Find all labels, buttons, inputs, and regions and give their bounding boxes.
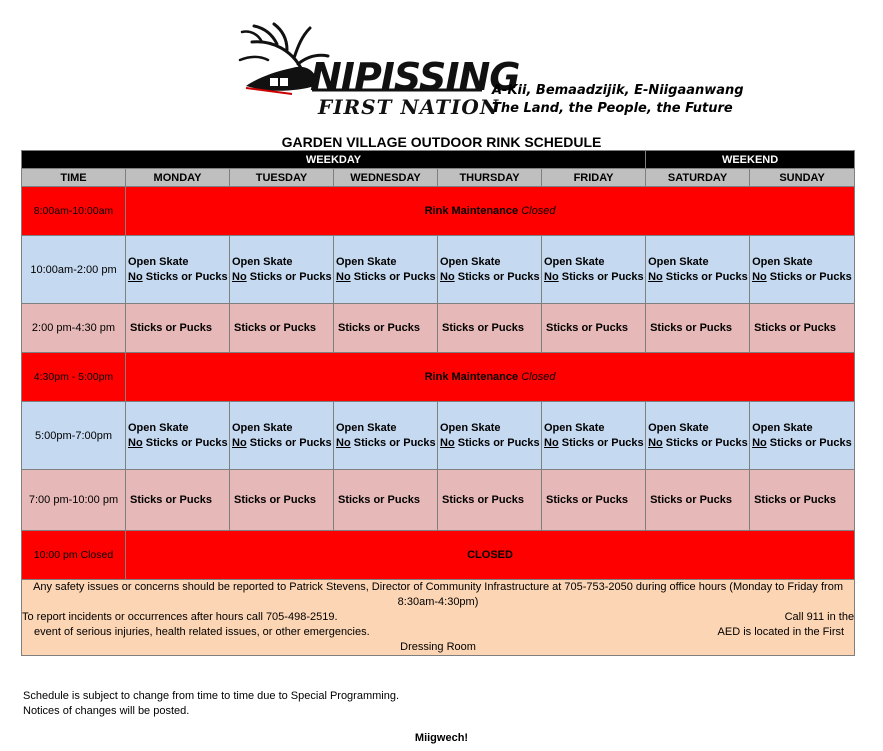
open-skate-cell: Open Skate No Sticks or Pucks bbox=[126, 236, 230, 304]
notes-line-3: event of serious injuries, health related issues, or other emergencies. AED is located in the First bbox=[34, 626, 845, 638]
sticks-cell: Sticks or Pucks bbox=[646, 470, 750, 531]
table-row bbox=[22, 353, 855, 402]
maintenance-label: Rink Maintenance bbox=[424, 205, 519, 217]
notes-line-2: To report incidents or occurrences after hours call 705-498-2519. Call 911 in the bbox=[22, 611, 855, 623]
sticks-cell: Sticks or Pucks bbox=[438, 470, 542, 531]
table-row bbox=[22, 187, 855, 236]
header-saturday: SATURDAY bbox=[646, 169, 750, 187]
open-skate-cell: Open Skate No Sticks or Pucks bbox=[750, 402, 855, 470]
sticks-cell: Sticks or Pucks bbox=[126, 470, 230, 531]
maintenance-status: Closed bbox=[521, 205, 556, 217]
time-cell: 7:00 pm-10:00 pm bbox=[22, 470, 126, 531]
open-skate-cell: Open Skate No Sticks or Pucks bbox=[126, 402, 230, 470]
logo bbox=[232, 20, 744, 120]
sticks-cell: Sticks or Pucks bbox=[438, 304, 542, 353]
maintenance-cell bbox=[126, 187, 855, 236]
open-skate-cell: Open Skate No Sticks or Pucks bbox=[334, 236, 438, 304]
maintenance-label: Rink Maintenance bbox=[424, 371, 519, 383]
header-sunday: SUNDAY bbox=[750, 169, 855, 187]
weekday-band: WEEKDAY bbox=[22, 151, 646, 169]
open-skate-cell: Open Skate No Sticks or Pucks bbox=[646, 402, 750, 470]
table-row bbox=[22, 304, 855, 353]
header-thursday: THURSDAY bbox=[438, 169, 542, 187]
time-cell: 4:30pm - 5:00pm bbox=[22, 353, 126, 402]
closed-cell: CLOSED bbox=[126, 531, 855, 580]
time-cell: 2:00 pm-4:30 pm bbox=[22, 304, 126, 353]
open-skate-cell: Open Skate No Sticks or Pucks bbox=[438, 236, 542, 304]
header-monday: MONDAY bbox=[126, 169, 230, 187]
sticks-cell: Sticks or Pucks bbox=[230, 304, 334, 353]
sticks-cell: Sticks or Pucks bbox=[750, 304, 855, 353]
weekend-band: WEEKEND bbox=[646, 151, 855, 169]
sticks-cell: Sticks or Pucks bbox=[542, 304, 646, 353]
table-row bbox=[22, 470, 855, 531]
band-row bbox=[22, 151, 855, 169]
time-cell: 10:00 pm Closed bbox=[22, 531, 126, 580]
time-cell: 5:00pm-7:00pm bbox=[22, 402, 126, 470]
schedule-table bbox=[21, 150, 855, 656]
header-row bbox=[22, 169, 855, 187]
page-title: GARDEN VILLAGE OUTDOOR RINK SCHEDULE bbox=[281, 134, 602, 150]
open-skate-cell: Open Skate No Sticks or Pucks bbox=[230, 402, 334, 470]
logo-motto-english: The Land, the People, the Future bbox=[492, 101, 733, 116]
logo-name: NIPISSING bbox=[310, 55, 520, 99]
open-skate-cell: Open Skate No Sticks or Pucks bbox=[438, 402, 542, 470]
footer-line-2: Notices of changes will be posted. bbox=[23, 705, 190, 717]
logo-subtitle: FIRST NATION bbox=[318, 95, 500, 119]
header-wednesday: WEDNESDAY bbox=[334, 169, 438, 187]
open-skate-cell: Open Skate No Sticks or Pucks bbox=[230, 236, 334, 304]
time-cell: 8:00am-10:00am bbox=[22, 187, 126, 236]
footer-thanks: Miigwech! bbox=[414, 732, 469, 744]
notes-cell bbox=[22, 580, 855, 656]
notes-line-4: Dressing Room bbox=[400, 641, 476, 653]
open-skate-cell: Open Skate No Sticks or Pucks bbox=[646, 236, 750, 304]
maintenance-status: Closed bbox=[521, 371, 556, 383]
sticks-cell: Sticks or Pucks bbox=[542, 470, 646, 531]
maintenance-cell bbox=[126, 353, 855, 402]
time-cell: 10:00am-2:00 pm bbox=[22, 236, 126, 304]
sticks-cell: Sticks or Pucks bbox=[230, 470, 334, 531]
header-tuesday: TUESDAY bbox=[230, 169, 334, 187]
table-row bbox=[22, 531, 855, 580]
open-skate-cell: Open Skate No Sticks or Pucks bbox=[542, 236, 646, 304]
table-row bbox=[22, 236, 855, 304]
sticks-cell: Sticks or Pucks bbox=[334, 470, 438, 531]
sticks-cell: Sticks or Pucks bbox=[334, 304, 438, 353]
logo-motto-ojibwe: A-Kii, Bemaadzijik, E-Niigaanwang bbox=[492, 83, 744, 98]
table-row bbox=[22, 402, 855, 470]
sticks-cell: Sticks or Pucks bbox=[750, 470, 855, 531]
open-skate-cell: Open Skate No Sticks or Pucks bbox=[334, 402, 438, 470]
sticks-cell: Sticks or Pucks bbox=[126, 304, 230, 353]
header-time: TIME bbox=[22, 169, 126, 187]
footer-line-1: Schedule is subject to change from time to time due to Special Programming. bbox=[23, 690, 400, 702]
open-skate-cell: Open Skate No Sticks or Pucks bbox=[542, 402, 646, 470]
header-friday: FRIDAY bbox=[542, 169, 646, 187]
sticks-cell: Sticks or Pucks bbox=[646, 304, 750, 353]
notes-line-1: Any safety issues or concerns should be reported to Patrick Stevens, Director of Community Infrastructure at 705-753-2050 during office hours (Monday to Friday from 8:30am-4:30pm) bbox=[33, 581, 843, 608]
notes-row bbox=[22, 580, 855, 656]
open-skate-cell: Open Skate No Sticks or Pucks bbox=[750, 236, 855, 304]
